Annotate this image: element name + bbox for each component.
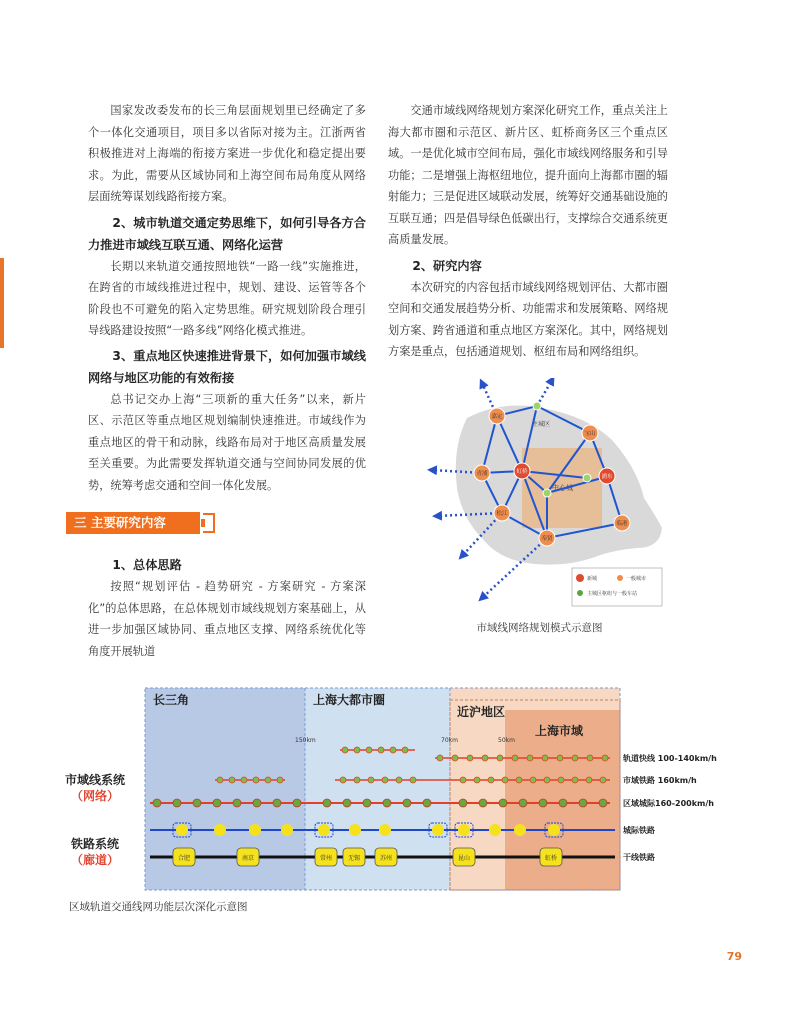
heading-2: 2、城市轨道交通定势思维下，如何引导各方合力推进市域线互联互通、网络化运营 <box>88 215 366 252</box>
heading-overall: 1、总体思路 <box>112 558 182 572</box>
network-map-svg <box>412 378 667 608</box>
svg-text:奉贤: 奉贤 <box>541 536 553 542</box>
left-paragraph-1: 国家发改委发布的长三角层面规划里已经确定了多个一体化交通项目，项目多以省际对接为主。江浙两省积极推进对上海端的衔接方案进一步优化和稳定提出要求。为此，需要从区域协同和上海空间布局角度从网络层面统筹谋划线路衔接方案。 <box>88 104 366 203</box>
section-bracket-icon <box>203 513 215 533</box>
right-column <box>388 100 668 363</box>
page-edge-marker <box>0 258 4 348</box>
zone-yrd <box>145 688 305 890</box>
function-hierarchy-diagram <box>65 680 735 900</box>
svg-text:南京: 南京 <box>241 855 255 862</box>
section-banner <box>66 512 216 534</box>
svg-text:150km: 150km <box>295 737 316 744</box>
left-column <box>88 100 366 496</box>
svg-text:干线铁路: 干线铁路 <box>623 853 655 862</box>
svg-text:区域城际160-200km/h: 区域城际160-200km/h <box>623 799 714 808</box>
function-hierarchy-svg <box>65 680 735 900</box>
svg-text:松江: 松江 <box>496 511 508 517</box>
svg-text:一般城市: 一般城市 <box>626 576 647 582</box>
map-caption: 市域线网络规划模式示意图 <box>476 622 603 634</box>
svg-text:虹桥: 虹桥 <box>516 469 528 475</box>
svg-text:苏州: 苏州 <box>379 855 393 862</box>
hub-label: 主城区 <box>532 421 551 428</box>
section-title: 三 主要研究内容 <box>66 512 200 534</box>
network-map-figure <box>412 378 667 608</box>
left-column-lower <box>88 554 366 662</box>
svg-text:市域线系统: 市域线系统 <box>65 773 126 787</box>
map-legend <box>572 568 662 606</box>
svg-text:50km: 50km <box>498 737 515 744</box>
svg-text:主城区枢纽与一般车站: 主城区枢纽与一般车站 <box>587 591 638 597</box>
diagram-caption: 区域轨道交通线网功能层次深化示意图 <box>69 901 248 913</box>
left-paragraph-3: 总书记交办上海“三项新的重大任务”以来，新片区、示范区等重点地区规划编制快速推进。市域线作为重点地区的骨干和动脉，线路布局对于地区高质量发展至关重要。为此需要发挥轨道交通与空间协同发展的优势，统筹考虑交通和空间一体化发展。 <box>88 392 366 492</box>
right-paragraph-research: 本次研究的内容包括市域线网络规划评估、大都市圈空间和交通发展趋势分析、功能需求和发展策略、网络规划方案、跨省通道和重点地区方案深化。其中，网络规划方案是重点，包括通道规划、枢纽布局和网络组织。 <box>388 280 668 358</box>
svg-text:虹桥: 虹桥 <box>544 855 558 862</box>
svg-text:上海市域: 上海市域 <box>535 724 584 738</box>
svg-text:城际铁路: 城际铁路 <box>623 826 655 835</box>
svg-text:临港: 临港 <box>616 521 628 527</box>
right-paragraph-1: 交通市域线网络规划方案深化研究工作，重点关注上海大都市圈和示范区、新片区、虹桥商务区三个重点区域。一是优化城市空间布局，强化市域线网络服务和引导功能；二是增强上海枢纽地位，提升面向上海都市圈的辐射能力；三是促进区域联动发展，统筹好交通基础设施的互联互通；四是倡导绿色低碳出行，支撑综合交通系统更高质量发展。 <box>388 104 668 246</box>
svg-text:（廊道）: （廊道） <box>70 853 120 867</box>
page-number: 79 <box>726 950 742 963</box>
svg-text:青浦: 青浦 <box>476 471 488 477</box>
svg-text:70km: 70km <box>441 737 458 744</box>
svg-text:（网络）: （网络） <box>70 789 120 803</box>
heading-research: 2、研究内容 <box>412 258 482 273</box>
svg-text:宝山: 宝山 <box>584 431 596 437</box>
heading-3: 3、重点地区快速推进背景下，如何加强市域线网络与地区功能的有效衔接 <box>88 348 366 385</box>
svg-text:铁路系统: 铁路系统 <box>70 837 120 851</box>
svg-text:市域铁路 160km/h: 市域铁路 160km/h <box>623 776 697 785</box>
svg-text:新城: 新城 <box>587 576 598 582</box>
svg-text:浦东: 浦东 <box>601 474 613 480</box>
center-city-label: 中心城 <box>552 484 573 492</box>
svg-text:上海大都市圈: 上海大都市圈 <box>313 693 386 707</box>
svg-text:长三角: 长三角 <box>153 693 190 707</box>
svg-text:近沪地区: 近沪地区 <box>457 705 506 719</box>
svg-text:昆山: 昆山 <box>457 855 471 862</box>
left-paragraph-2: 长期以来轨道交通按照地铁“一路一线”实施推进，在跨省的市域线推进过程中，规划、建设、运管等各个阶段也不可避免的陷入定势思维。研究规划阶段合理引导线路建设按照“一路多线”网络化模式推进。 <box>88 259 366 337</box>
right-row-labels <box>622 753 717 862</box>
svg-text:常州: 常州 <box>319 855 333 862</box>
svg-text:合肥: 合肥 <box>177 855 191 862</box>
row-labels <box>65 772 125 867</box>
svg-text:无锡: 无锡 <box>347 855 361 862</box>
left-paragraph-overall: 按照“规划评估 - 趋势研究 - 方案研究 - 方案深化”的总体思路，在总体规划市域线规划方案基础上，从进一步加强区域协同、重点地区支撑、网络系统优化等角度开展轨道 <box>88 580 366 658</box>
svg-text:嘉定: 嘉定 <box>491 414 503 420</box>
svg-text:轨道快线 100-140km/h: 轨道快线 100-140km/h <box>623 754 717 763</box>
